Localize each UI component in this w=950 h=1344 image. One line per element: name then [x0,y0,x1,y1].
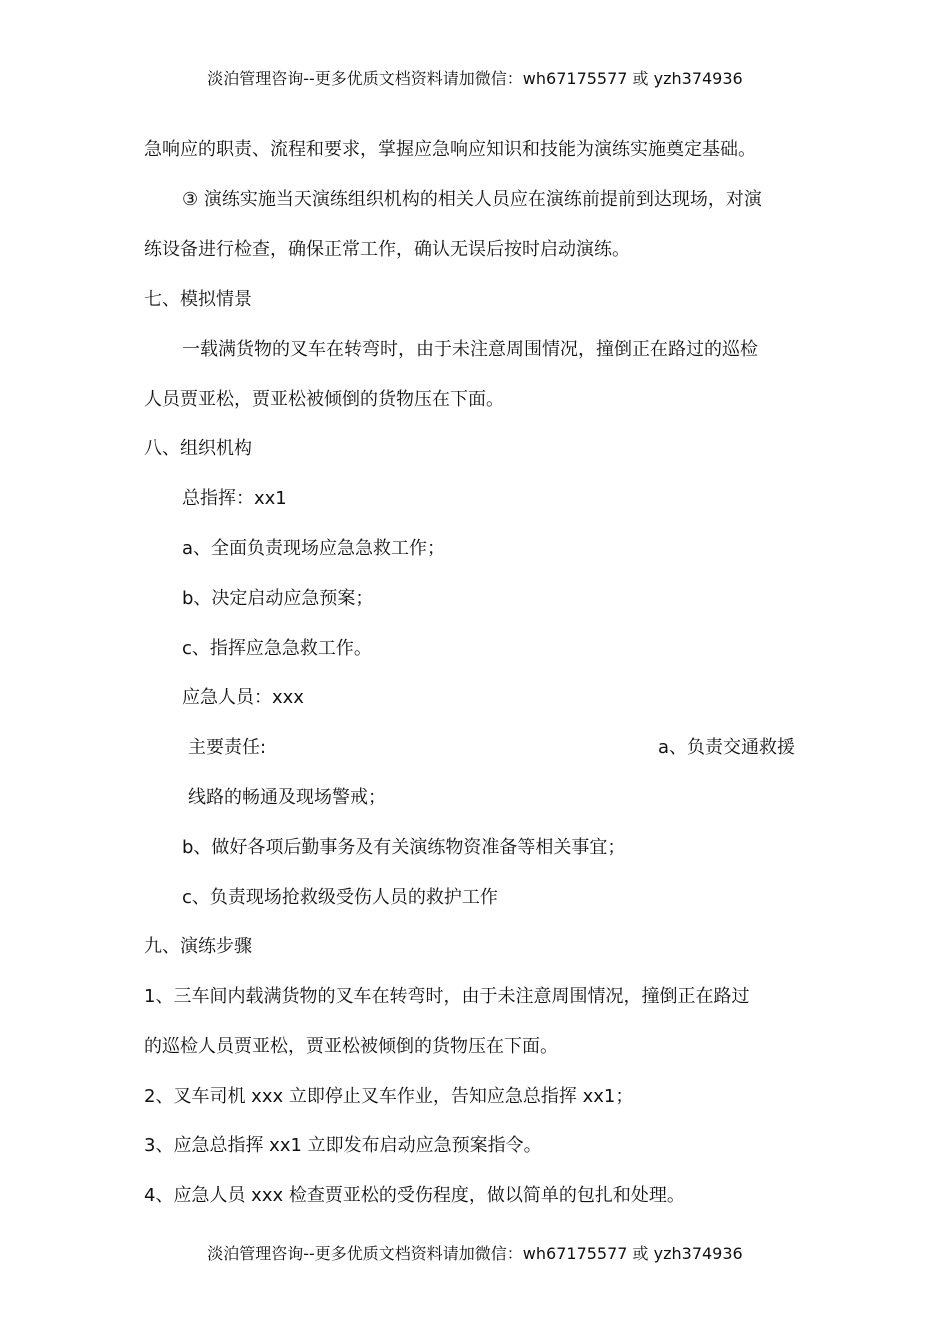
duty-a-part2: 线路的畅通及现场警戒； [188,787,386,808]
paragraph-line: 一载满货物的叉车在转弯时，由于未注意周围情况，撞倒正在路过的巡检 [182,339,758,360]
list-item: a、全面负责现场应急急救工作； [182,538,446,559]
list-item: c、负责现场抢救级受伤人员的救护工作 [182,887,498,908]
step-line: 4、应急人员 xxx 检查贾亚松的受伤程度，做以简单的包扎和处理。 [144,1185,685,1206]
step-line: 的巡检人员贾亚松，贾亚松被倾倒的货物压在下面。 [144,1036,558,1057]
page-footer: 淡泊管理咨询--更多优质文档资料请加微信：wh67175577 或 yzh374936 [207,1244,743,1263]
section-heading-7: 七、模拟情景 [144,289,252,310]
paragraph-line: 练设备进行检查，确保正常工作，确认无误后按时启动演练。 [144,239,630,260]
paragraph-continuation: 急响应的职责、流程和要求，掌握应急响应知识和技能为演练实施奠定基础。 [144,139,756,160]
section-heading-8: 八、组织机构 [144,438,252,459]
step-line: 2、叉车司机 xxx 立即停止叉车作业，告知应急总指挥 xx1； [144,1086,634,1107]
responder-line: 应急人员：xxx [182,687,304,708]
list-item: b、决定启动应急预案； [182,588,374,609]
duty-a-part1: a、负责交通救援 [658,737,796,758]
paragraph-line: ③ 演练实施当天演练组织机构的相关人员应在演练前提前到达现场，对演 [182,189,762,210]
list-item: c、指挥应急急救工作。 [182,638,372,659]
list-item: b、做好各项后勤事务及有关演练物资准备等相关事宜； [182,837,626,858]
page-header: 淡泊管理咨询--更多优质文档资料请加微信：wh67175577 或 yzh374936 [207,69,743,88]
paragraph-line: 人员贾亚松，贾亚松被倾倒的货物压在下面。 [144,389,504,410]
duty-label: 主要责任: [188,737,267,758]
step-line: 3、应急总指挥 xx1 立即发布启动应急预案指令。 [144,1135,542,1156]
section-heading-9: 九、演练步骤 [144,936,252,957]
commander-line: 总指挥：xx1 [182,488,287,509]
step-line: 1、三车间内载满货物的叉车在转弯时，由于未注意周围情况，撞倒正在路过 [144,986,750,1007]
